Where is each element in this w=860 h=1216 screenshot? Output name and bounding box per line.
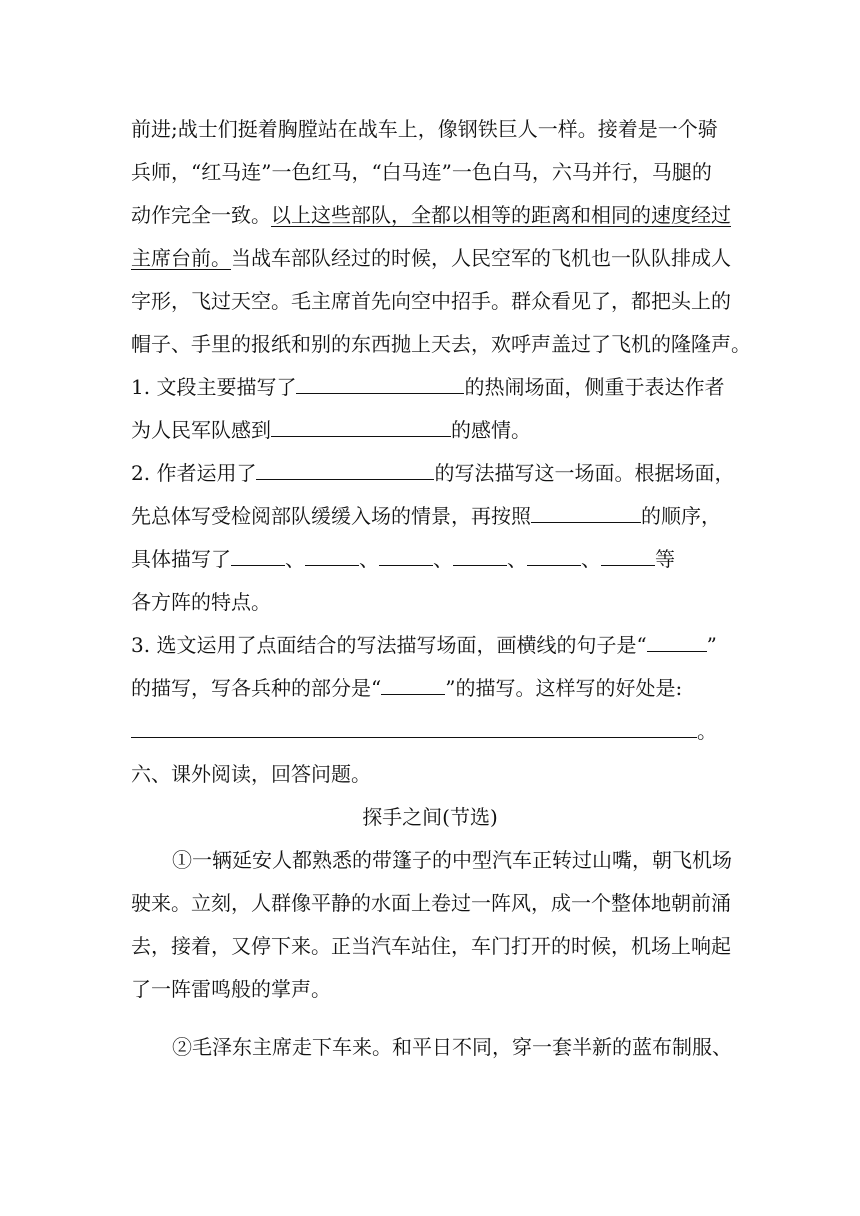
question-1-line-2: 为人民军队感到 的感情。 [131,418,531,442]
reading-p2-line-1: ②毛泽东主席走下车来。和平日不同，穿一套半新的蓝布制服、 [172,1035,732,1059]
answer-blank[interactable] [527,547,581,566]
answer-blank[interactable] [531,504,641,523]
question-1-line-1: 1. 文段主要描写了 的热闹场面，侧重于表达作者 [131,375,725,399]
reading-p1-line-3: 去，接着，又停下来。正当汽车站住，车门打开的时候，机场上响起 [131,934,731,958]
reading-p1-line-4: 了一阵雷鸣般的掌声。 [131,977,331,1001]
answer-blank[interactable] [647,633,707,652]
question-2-line-2: 先总体写受检阅部队缓缓入场的情景，再按照 的顺序， [131,504,721,528]
question-3-line-2: 的描写，写各兵种的部分是“ ”的描写。这样写的好处是: [131,676,683,700]
question-3-line-3: 。 [131,717,731,745]
answer-blank[interactable] [271,418,451,437]
question-2-line-3: 具体描写了 、 、 、 、 、 等 [131,547,675,571]
underlined-sentence-part-1: 以上这些部队，全都以相等的距离和相同的速度经过 [271,203,731,227]
answer-blank[interactable] [256,461,434,480]
question-2-line-1: 2. 作者运用了 的写法描写这一场面。根据场面， [131,461,735,485]
section-6-heading: 六、课外阅读，回答问题。 [131,762,371,786]
reading-title: 探手之间(节选) [362,805,498,829]
question-3-line-1: 3. 选文运用了点面结合的写法描写场面，画横线的句子是“ ” [131,633,717,657]
passage-line-4: 主席台前。当战车部队经过的时候，人民空军的飞机也一队队排成人 [131,246,731,270]
passage-line-5: 字形，飞过天空。毛主席首先向空中招手。群众看见了，都把头上的 [131,289,731,313]
answer-blank[interactable] [296,375,464,394]
reading-p1-line-1: ①一辆延安人都熟悉的带篷子的中型汽车正转过山嘴，朝飞机场 [172,848,732,872]
answer-blank[interactable] [379,547,433,566]
answer-blank[interactable] [231,547,285,566]
underlined-sentence-part-2: 主席台前。 [131,246,231,270]
question-2-line-4: 各方阵的特点。 [131,590,271,614]
answer-blank[interactable] [131,719,697,738]
answer-blank[interactable] [453,547,507,566]
passage-line-6: 帽子、手里的报纸和别的东西抛上天去，欢呼声盖过了飞机的隆隆声。 [131,332,751,356]
passage-line-3: 动作完全一致。以上这些部队，全都以相等的距离和相同的速度经过 [131,203,731,227]
answer-blank[interactable] [305,547,359,566]
passage-line-2: 兵师，“红马连”一色红马，“白马连”一色白马，六马并行，马腿的 [131,160,712,184]
answer-blank[interactable] [381,676,445,695]
reading-p1-line-2: 驶来。立刻，人群像平静的水面上卷过一阵风，成一个整体地朝前涌 [131,891,731,915]
answer-blank[interactable] [601,547,655,566]
passage-line-1: 前进;战士们挺着胸膛站在战车上，像钢铁巨人一样。接着是一个骑 [131,117,718,141]
